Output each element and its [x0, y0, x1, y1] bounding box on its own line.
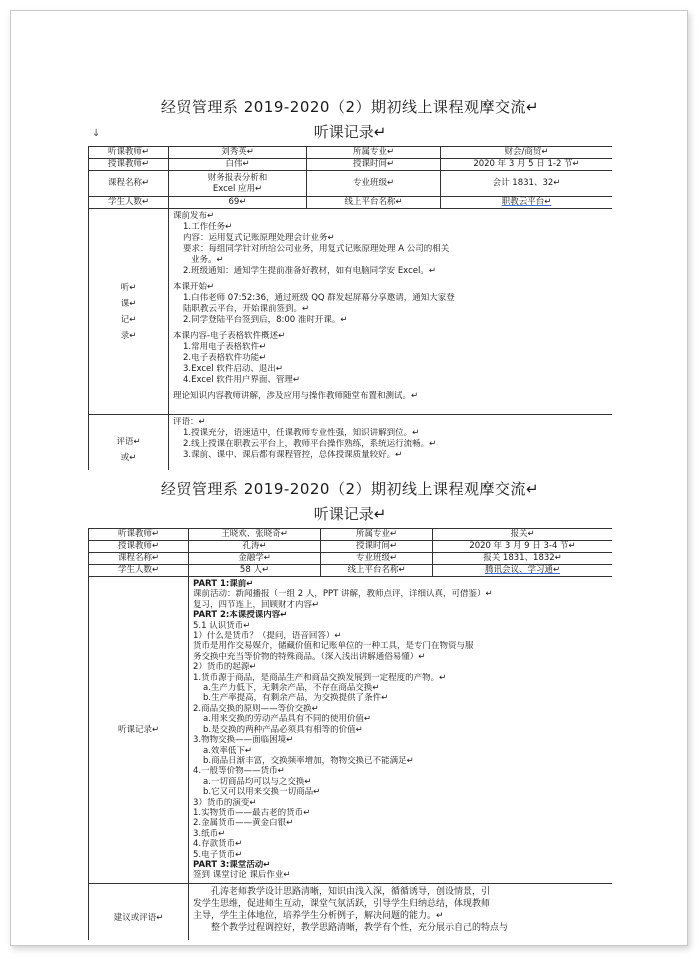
time-value: 2020 年 3 月 5 日 1-2 节↵ — [441, 159, 613, 171]
record-line: 2.班级通知：通知学生提前准备好教材，如有电脑同学安 Excel。↵ — [183, 266, 436, 276]
suggest-content — [189, 883, 613, 940]
record-line: a.生产力低下，无剩余产品，不存在商品交换↵ — [203, 683, 380, 694]
course-value-line-1: 财务报表分析和 — [207, 172, 268, 183]
course-value: 金融学↵ — [189, 553, 321, 565]
platform-label: 线上平台名称↵ — [321, 565, 433, 577]
record-label — [89, 209, 169, 415]
time-label: 授课时间↵ — [307, 159, 441, 171]
class-label: 专业班级↵ — [321, 553, 433, 565]
record-line: 签到 课堂讨论 课后作业↵ — [193, 870, 291, 881]
record-line: b.生产率提高，有剩余产品，为交换提供了条件↵ — [203, 693, 389, 704]
record-label-char: 课↵ — [120, 298, 137, 309]
record-line: 1）什么是货币？（提问，语音回答）↵ — [193, 631, 342, 642]
platform-value: 腾讯会议、学习通↵ — [433, 565, 613, 577]
record-line: 2.同学登陆平台签到后，8:00 准时开课。↵ — [183, 315, 348, 325]
class-value: 会计 1831、32↵ — [441, 171, 613, 197]
record-line: b.它又可以用来交换一切商品↵ — [203, 787, 321, 798]
course-value-line-2: Excel 应用↵ — [212, 183, 263, 194]
record-label-char: 录↵ — [120, 330, 137, 341]
record-line: 2.金属货币——黄金白银↵ — [193, 818, 294, 829]
students-label: 学生人数↵ — [89, 197, 169, 209]
record-line: 1.货币源于商品，是商品生产和商品交换发展到一定程度的产物。↵ — [193, 672, 447, 683]
platform-label: 线上平台名称↵ — [307, 197, 441, 209]
class-value: 报关 1831、1832↵ — [433, 553, 613, 565]
record-line: 要求：每组同学针对所给公司业务，用复式记账原理处理 A 公司的相关 — [183, 244, 450, 254]
page-2-record-table — [88, 528, 612, 940]
review-label-char: 或↵ — [120, 452, 137, 463]
page-2 — [88, 478, 612, 940]
record-line: 陆职教云平台，开始课前签到。↵ — [183, 304, 310, 314]
record-line: 货币是用作交易媒介，储藏价值和记账单位的一种工具，是专门在物资与服 — [193, 641, 474, 652]
teacher-label: 听课教师↵ — [89, 147, 169, 159]
record-line: PART 3:课堂活动↵ — [193, 859, 271, 870]
record-line: 1.白伟老师 07:52:36，通过班级 QQ 群发起屏幕分享邀请，通知大家登 — [183, 293, 455, 303]
record-content — [189, 577, 613, 884]
record-line: 本课内容-电子表格软件概述↵ — [173, 331, 286, 341]
lecturer-label: 授课教师↵ — [89, 159, 169, 171]
page-1-title: 经贸管理系 2019-2020（2）期初线上课程观摩交流↵ — [160, 98, 540, 116]
record-line: 4.一般等价物——货币↵ — [193, 766, 285, 777]
major-value: 财会/商贸↵ — [441, 147, 613, 159]
record-line: 4.Excel 软件用户界面、管理↵ — [183, 375, 300, 385]
lecturer-label: 授课教师↵ — [89, 541, 189, 553]
suggest-line: 整个教学过程调控好，教学思路清晰，教学有个性，充分展示自己的特点与 — [211, 922, 509, 933]
review-label — [89, 415, 169, 471]
record-line: a.用来交换的劳动产品具有不同的使用价值↵ — [203, 714, 372, 725]
class-label: 专业班级↵ — [307, 171, 441, 197]
record-label-char: 记↵ — [120, 314, 137, 325]
text-cursor: ↓ — [92, 128, 101, 139]
record-content — [169, 209, 613, 415]
suggest-line: 主导，学生主体地位，培养学生分析例子，解决问题的能力。↵ — [193, 910, 444, 921]
record-line: 本课开始↵ — [173, 282, 215, 292]
suggest-line: 孔涛老师教学设计思路清晰，知识由浅入深，循循诱导，创设情景，引 — [211, 886, 491, 897]
record-line: 1.实物货币——最古老的货币↵ — [193, 807, 311, 818]
suggest-label: 建议或评语↵ — [89, 883, 189, 940]
record-line: 业务。↵ — [191, 255, 224, 265]
record-line: b.是交换的两种产品必须具有相等的价值↵ — [203, 724, 363, 735]
record-line: 理论知识内容教师讲解，涉及应用与操作教师随堂布置和测试。↵ — [173, 391, 419, 401]
record-line: 复习，四节连上，回顾财才内容↵ — [193, 599, 320, 610]
major-label: 所属专业↵ — [307, 147, 441, 159]
record-label-char: 听↵ — [120, 282, 137, 293]
record-line: a.效率低下↵ — [203, 745, 253, 756]
review-line: 1.授课充分，语速适中，任课教师专业性强，知识讲解到位。↵ — [183, 428, 420, 438]
page-2-subtitle: 听课记录↵ — [313, 505, 387, 523]
students-value: 58 人↵ — [189, 565, 321, 577]
lecturer-value: 孔涛↵ — [189, 541, 321, 553]
time-value: 2020 年 3 月 9 日 3-4 节↵ — [433, 541, 613, 553]
course-value — [169, 171, 307, 197]
record-line: 1.工作任务↵ — [183, 222, 233, 232]
suggest-line: 发学生思维，促进师生互动，课堂气氛活跃，引导学生归纳总结，体现教师 — [193, 898, 491, 909]
record-line: 务交换中充当等价物的特殊商品。（深入浅出讲解通俗易懂）↵ — [193, 651, 426, 662]
record-label: 听课记录↵ — [89, 577, 189, 884]
teacher-label: 听课教师↵ — [89, 529, 189, 541]
record-line: 课前发布↵ — [173, 211, 215, 221]
course-label: 课程名称↵ — [89, 553, 189, 565]
page-1-record-table — [88, 146, 612, 470]
teacher-value: 刘秀英↵ — [169, 147, 307, 159]
record-line: PART 1:课前↵ — [193, 579, 254, 589]
students-label: 学生人数↵ — [89, 565, 189, 577]
platform-value: 职教云平台↵ — [441, 197, 613, 209]
time-label: 授课时间↵ — [321, 541, 433, 553]
review-label-char: 评语↵ — [116, 436, 141, 447]
review-line: 评语：↵ — [173, 417, 206, 427]
record-line: 3.Excel 软件启动、退出↵ — [183, 364, 283, 374]
record-line: 3.纸币↵ — [193, 828, 226, 839]
major-label: 所属专业↵ — [321, 529, 433, 541]
record-line: 内容：运用复式记账原理处理会计业务↵ — [183, 233, 335, 243]
page-1 — [88, 90, 612, 470]
record-line: a.一切商品均可以与之交换↵ — [203, 776, 312, 787]
major-value: 报关↵ — [433, 529, 613, 541]
course-label: 课程名称↵ — [89, 171, 169, 197]
review-line: 2.线上授课在职教云平台上，教师平台操作熟练，系统运行流畅。↵ — [183, 439, 437, 449]
page-2-title: 经贸管理系 2019-2020（2）期初线上课程观摩交流↵ — [160, 480, 540, 498]
record-line: 3.物物交换——面临困境↵ — [193, 735, 294, 746]
record-line: 5.电子货币↵ — [193, 849, 243, 860]
record-line: 课前活动：新闻播报（一组 2 人，PPT 讲解，教师点评，详细认真，可借鉴）↵ — [193, 589, 493, 600]
teacher-value: 王晓欢、张晓奇↵ — [189, 529, 321, 541]
record-line: 1.常用电子表格软件↵ — [183, 342, 267, 352]
record-line: 2）货币的起源↵ — [193, 662, 257, 673]
record-line: 2.商品交换的原则——等价交换↵ — [193, 703, 319, 714]
record-line: 2.电子表格软件功能↵ — [183, 353, 267, 363]
record-line: b.商品日渐丰富，交换频率增加，物物交换已不能满足↵ — [203, 755, 414, 766]
review-content — [169, 415, 613, 471]
review-line: 3.课前、课中、课后都有课程管控，总体授课质量较好。↵ — [183, 450, 403, 460]
record-line: 5.1 认识货币↵ — [193, 620, 251, 631]
page-1-subtitle: 听课记录↵ — [313, 123, 387, 141]
lecturer-value: 白伟↵ — [169, 159, 307, 171]
record-line: 4.存款货币↵ — [193, 839, 243, 850]
students-value: 69↵ — [169, 197, 307, 209]
record-line: 3）货币的演变↵ — [193, 797, 257, 808]
record-line: PART 2:本课授课内容↵ — [193, 610, 288, 621]
